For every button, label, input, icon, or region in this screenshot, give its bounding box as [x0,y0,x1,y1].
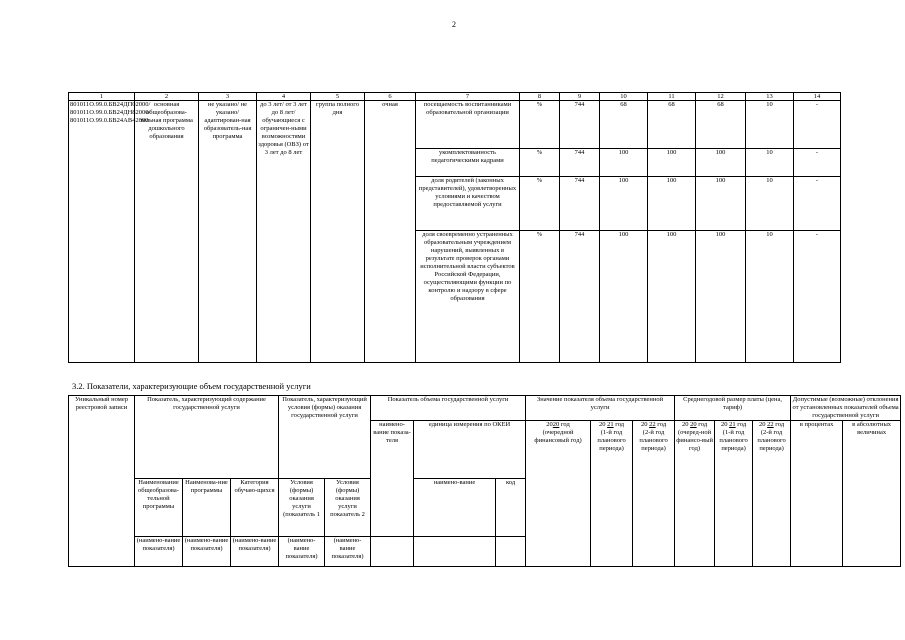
year-word: год [775,421,785,428]
column-number: 6 [365,93,416,101]
price-header: Среднегодовой размер платы (цена, тариф) [675,396,791,421]
value-2020: 100 [600,149,648,177]
volume-indicators-table [68,395,901,567]
year-note: (очеред-ной финансо-вый год) [676,429,713,452]
absolute-header: в абсолютных величинах [843,421,901,567]
empty-cell [371,537,414,567]
group-cell: группа полного дня [311,101,365,363]
okei-cell: 744 [560,149,600,177]
value-2021: 100 [648,231,696,363]
price-year-first-header [715,421,753,567]
section-title: 3.2. Показатели, характеризующие объем государственной услуги [72,381,311,391]
unit-code-header: код [496,479,526,537]
deviation-percent: 10 [746,101,794,149]
year-note: (2-й год планового периода) [639,429,668,452]
value-2020: 100 [600,231,648,363]
deviation-percent: 10 [746,177,794,231]
edu-program-cell: основная общеобразова-тельная программа дошкольного образования [135,101,199,363]
unit-cell: % [520,149,560,177]
column-number: 4 [257,93,311,101]
column-number: 1 [69,93,135,101]
value-2021: 100 [648,177,696,231]
column-number: 13 [746,93,794,101]
unit-header: единица измерения по ОКЕИ [414,421,526,479]
column-number: 9 [560,93,600,101]
value-2020: 68 [600,101,648,149]
header-row [69,396,901,421]
value-2022: 68 [696,101,746,149]
naim-cell: (наимено-вание показателя) [231,537,279,567]
price-year-second-header [753,421,791,567]
year-value: 21 [607,421,614,428]
column-number: 11 [648,93,696,101]
column-number: 2 [135,93,199,101]
year-prefix: 20 [641,421,648,428]
indicator-name: доля своевременно устраненных образовательным учреждением нарушений, выявленных в результате проверок органами исполнительной власти субъектов Российской Федерации, осуществляющими функции по контролю и надзору в сфере образования [416,231,520,363]
okei-cell: 744 [560,231,600,363]
column-number: 8 [520,93,560,101]
okei-cell: 744 [560,177,600,231]
age-cell: до 3 лет/ от 3 лет до 8 лет/ обучающиеся с ограничен-ными возможностями здоровья (ОВЗ) от 3 лет до 8 лет [257,101,311,363]
indicator-name: укомплектованность педагогическими кадрами [416,149,520,177]
registry-header: Уникальный номер реестровой записи [69,396,135,567]
year-word: год [737,421,747,428]
quality-indicators-table [68,92,841,363]
indicator-name: посещаемость воспитанниками образовательной организации [416,101,520,149]
year-value: 21 [729,421,736,428]
form-cell: очная [365,101,416,363]
year-value: 20 [690,421,697,428]
year-word: год [657,421,667,428]
column-number: 14 [794,93,841,101]
content-header: Показатель, характеризующий содержание государственной услуги [135,396,279,479]
okei-cell: 744 [560,101,600,149]
category-header: Категория обучаю-щихся [231,479,279,537]
deviation-absolute: - [794,231,841,363]
conditions-header: Показатель, характеризующий условия (формы) оказания государственной услуги [279,396,371,479]
year-word: год [698,421,708,428]
condition1-header: Условия (формы) оказания услуги (показатель 1 [279,479,325,537]
year-note: (1-й год планового периода) [719,429,748,452]
condition2-header: Условия (формы) оказания услуги показатель 2 [325,479,371,537]
column-number: 5 [311,93,365,101]
year-prefix: 20 [682,421,689,428]
column-number-row [69,93,841,101]
naim-cell: (наимено-вание показателя) [325,537,371,567]
year-prefix: 20 [759,421,766,428]
year-prefix: 20 [598,421,606,428]
column-number: 12 [696,93,746,101]
naim-cell: (наимено-вание показателя) [135,537,183,567]
value-2022: 100 [696,149,746,177]
value-2021: 68 [648,101,696,149]
unit-name-header: наимено-вание [414,479,496,537]
year-next-header [526,421,591,567]
value-2022: 100 [696,231,746,363]
percent-header: в процентах [791,421,843,567]
unit-cell: % [520,101,560,149]
year-prefix: 20 [546,421,553,428]
volume-header: Показатель объема государственной услуги [371,396,526,421]
deviation-percent: 10 [746,231,794,363]
column-number: 3 [199,93,257,101]
indicator-name-header: наимено-вание показа-теля [371,421,414,537]
deviation-percent: 10 [746,149,794,177]
deviation-absolute: - [794,149,841,177]
value-2022: 100 [696,177,746,231]
deviation-absolute: - [794,101,841,149]
year-second-header [633,421,675,567]
year-word: год [560,421,570,428]
deviation-absolute: - [794,177,841,231]
year-note: (очередной финансовый год) [534,429,582,444]
year-value: 22 [649,421,656,428]
naim-cell: (наимено-вание показателя) [183,537,231,567]
page-number: 2 [452,20,456,29]
empty-cell [414,537,496,567]
edu-name-header: Наименование общеобразова-тельной программы [135,479,183,537]
price-year-next-header [675,421,715,567]
table-row [69,101,841,149]
program-name-header: Наименова-ние программы [183,479,231,537]
naim-cell: (наимено-вание показателя) [279,537,325,567]
indicator-name: доля родителей (законных представителей), удовлетворенных условиями и качеством предоставляемой услуги [416,177,520,231]
deviation-header: Допустимые (возможные) отклонения от установленных показателей объема государственной услуги [792,396,899,419]
unit-cell: % [520,177,560,231]
year-note: (1-й год планового периода) [597,429,626,452]
value-2021: 100 [648,149,696,177]
year-prefix: 20 [721,421,728,428]
program-type-cell: не указано/ не указано/ адаптирован-ная образователь-ная программа [199,101,257,363]
empty-cell [496,537,526,567]
column-number: 10 [600,93,648,101]
column-number: 7 [416,93,520,101]
year-word: год [615,421,625,428]
unit-cell: % [520,231,560,363]
year-first-header [591,421,633,567]
value-header: Значение показателя объема государственной услуги [526,396,675,421]
year-note: (2-й год планового периода) [757,429,786,452]
value-2020: 100 [600,177,648,231]
registry-code: 801011О.99.0.БВ24ДП02000/ 801011О.99.0.БВ24ДН82000/ 801011О.99.0.БВ24АВ42000 [69,101,135,363]
year-value: 20 [552,421,560,428]
year-value: 22 [767,421,774,428]
